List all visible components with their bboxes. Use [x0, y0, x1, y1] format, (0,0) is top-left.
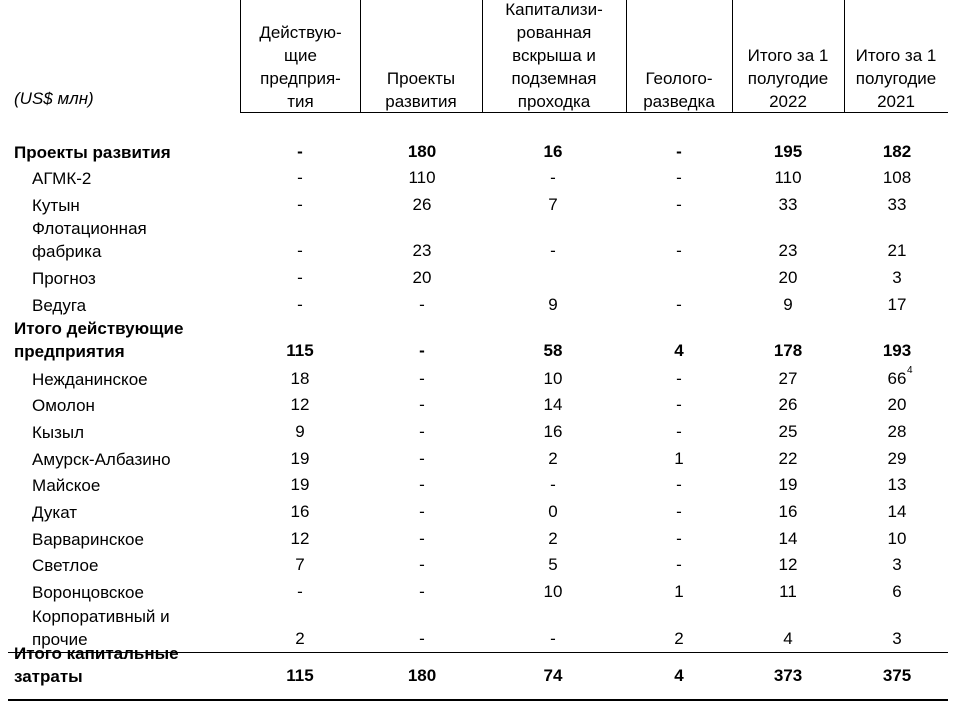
column-divider	[240, 0, 241, 113]
header-exploration	[628, 67, 730, 113]
value-cell: -	[419, 529, 425, 548]
column-divider	[732, 0, 733, 113]
value-cell: 14	[543, 395, 563, 414]
value-cell: 66	[887, 369, 907, 388]
value-cell: -	[676, 555, 682, 574]
row-label: прочие	[32, 630, 88, 649]
value-cell: -	[419, 475, 425, 494]
header-line: 2021	[877, 92, 915, 111]
header-line: рованная	[516, 23, 592, 42]
header-line: Геолого-	[645, 69, 713, 88]
value-cell: 180	[407, 142, 437, 161]
row-label: Нежданинское	[32, 370, 148, 389]
column-divider	[482, 0, 483, 113]
header-line: разведка	[643, 92, 715, 111]
value-cell: -	[676, 502, 682, 521]
value-cell: 20	[778, 268, 798, 287]
row-label: Прогноз	[32, 269, 96, 288]
value-cell: 2	[548, 529, 558, 548]
value-cell: -	[676, 395, 682, 414]
value-cell: 13	[887, 475, 907, 494]
value-cell: 25	[778, 422, 798, 441]
value-cell: 22	[778, 449, 798, 468]
header-line: полугодие	[855, 69, 937, 88]
value-cell: 3	[892, 629, 902, 648]
row-label: затраты	[14, 667, 83, 686]
value-cell: -	[419, 341, 425, 360]
row-label: Амурск-Албазино	[32, 450, 171, 469]
value-cell: 9	[783, 295, 793, 314]
value-cell: 10	[543, 369, 563, 388]
value-cell: 7	[548, 195, 558, 214]
value-cell: 5	[548, 555, 558, 574]
value-cell: 195	[773, 142, 803, 161]
value-cell: -	[297, 268, 303, 287]
value-cell: 17	[887, 295, 907, 314]
value-cell: 12	[290, 395, 310, 414]
value-cell: -	[419, 555, 425, 574]
value-cell: 20	[412, 268, 432, 287]
value-cell: -	[297, 142, 303, 161]
value-cell: 28	[887, 422, 907, 441]
value-cell: -	[419, 369, 425, 388]
header-line: Итого за 1	[855, 46, 937, 65]
value-cell: -	[550, 168, 556, 187]
column-divider	[626, 0, 627, 113]
header-line: проходка	[517, 92, 591, 111]
row-label: Флотационная	[32, 219, 147, 238]
value-cell: 23	[412, 241, 432, 260]
value-cell: -	[297, 582, 303, 601]
value-cell: 12	[290, 529, 310, 548]
value-cell: -	[419, 629, 425, 648]
value-cell: 4	[674, 341, 684, 360]
value-cell: 74	[543, 666, 563, 685]
value-cell: 4	[674, 666, 684, 685]
header-line: Капитализи-	[505, 0, 603, 19]
value-cell: -	[419, 502, 425, 521]
header-line: щие	[284, 46, 317, 65]
value-cell: 26	[412, 195, 432, 214]
value-cell: -	[297, 295, 303, 314]
value-cell: 14	[778, 529, 798, 548]
value-cell: -	[297, 168, 303, 187]
value-cell: 29	[887, 449, 907, 468]
value-cell: 0	[548, 502, 558, 521]
value-cell: -	[550, 241, 556, 260]
value-cell: 16	[290, 502, 310, 521]
value-cell: -	[550, 475, 556, 494]
value-cell: 4	[783, 629, 793, 648]
value-cell: 27	[778, 369, 798, 388]
value-cell: 26	[778, 395, 798, 414]
value-cell: 108	[882, 168, 912, 187]
header-line: вскрыша и	[512, 46, 596, 65]
value-cell: 19	[290, 449, 310, 468]
value-cell: -	[676, 195, 682, 214]
value-cell: 6	[892, 582, 902, 601]
header-rule	[240, 112, 948, 113]
value-cell: -	[676, 241, 682, 260]
value-cell: -	[676, 369, 682, 388]
value-cell: 12	[778, 555, 798, 574]
row-label: Воронцовское	[32, 583, 144, 602]
value-cell: 9	[548, 295, 558, 314]
header-line: полугодие	[747, 69, 829, 88]
value-cell: 9	[295, 422, 305, 441]
column-divider	[844, 0, 845, 113]
header-line: предприя-	[260, 69, 341, 88]
value-cell: 7	[295, 555, 305, 574]
row-label: фабрика	[32, 242, 102, 261]
value-cell: -	[676, 168, 682, 187]
value-cell: -	[676, 475, 682, 494]
value-cell: 182	[882, 142, 912, 161]
value-cell: 19	[778, 475, 798, 494]
value-cell: -	[676, 295, 682, 314]
row-label: Проекты развития	[14, 143, 171, 162]
header-line: развития	[385, 92, 457, 111]
value-cell: 33	[887, 195, 907, 214]
value-cell: 373	[773, 666, 803, 685]
header-stripping	[484, 0, 624, 113]
row-label: АГМК-2	[32, 169, 92, 188]
value-cell: 1	[674, 449, 684, 468]
value-cell: 16	[778, 502, 798, 521]
value-cell: 110	[774, 168, 802, 187]
header-development	[362, 67, 480, 113]
value-cell: 1	[674, 582, 684, 601]
value-cell: 19	[290, 475, 310, 494]
row-label: Итого капитальные	[14, 644, 179, 663]
value-cell: -	[550, 629, 556, 648]
row-label: Корпоративный и	[32, 607, 170, 626]
value-cell: 10	[887, 529, 907, 548]
value-cell: 21	[887, 241, 907, 260]
header-line: Итого за 1	[747, 46, 829, 65]
value-cell: 375	[882, 666, 912, 685]
row-label: Итого действующие	[14, 319, 184, 338]
value-cell: -	[419, 422, 425, 441]
header-total-2022	[734, 44, 842, 113]
header-total-2021	[846, 44, 946, 113]
value-cell: -	[676, 142, 682, 161]
unit-label: (US$ млн)	[14, 89, 94, 108]
value-cell: -	[419, 395, 425, 414]
value-cell: 11	[779, 582, 797, 601]
column-divider	[360, 0, 361, 113]
value-cell: 10	[543, 582, 563, 601]
header-operating	[243, 21, 358, 113]
total-bottom-rule	[8, 699, 948, 701]
value-cell: -	[676, 422, 682, 441]
value-cell: 178	[773, 341, 803, 360]
row-label: Варваринское	[32, 530, 144, 549]
row-label: Светлое	[32, 556, 99, 575]
value-cell: 18	[290, 369, 310, 388]
value-cell: 14	[887, 502, 907, 521]
header-line: 2022	[769, 92, 807, 111]
row-label: Ведуга	[32, 296, 87, 315]
value-cell: 2	[674, 629, 684, 648]
row-label: предприятия	[14, 342, 125, 361]
value-cell: -	[419, 582, 425, 601]
row-label: Майское	[32, 476, 101, 495]
value-cell: 3	[892, 555, 902, 574]
header-line: Действую-	[259, 23, 342, 42]
row-label: Кутын	[32, 196, 80, 215]
header-line: тия	[287, 92, 314, 111]
value-cell: 115	[286, 341, 314, 360]
value-cell: 2	[548, 449, 558, 468]
header-line: Проекты	[386, 69, 456, 88]
value-cell: 16	[543, 142, 563, 161]
header-line: подземная	[511, 69, 597, 88]
value-cell: 20	[887, 395, 907, 414]
value-cell: -	[676, 529, 682, 548]
value-cell: 16	[543, 422, 563, 441]
value-cell: 33	[778, 195, 798, 214]
value-cell: 180	[407, 666, 437, 685]
row-label: Дукат	[32, 503, 78, 522]
value-cell: 110	[408, 168, 436, 187]
value-cell: -	[297, 241, 303, 260]
value-cell: -	[297, 195, 303, 214]
row-label: Омолон	[32, 396, 95, 415]
value-cell: 115	[286, 666, 314, 685]
value-cell: 58	[543, 341, 563, 360]
value-cell: 23	[778, 241, 798, 260]
value-cell: 3	[892, 268, 902, 287]
row-label: Кызыл	[32, 423, 85, 442]
value-cell: 193	[882, 341, 912, 360]
value-cell: -	[419, 449, 425, 468]
value-cell: -	[419, 295, 425, 314]
capex-table: (US$ млн) Действую- щие предприя- тия Проекты развития Капитализи- рованная вскрыша и подземная проходка Геолого- разведка Итого за 1 полугодие 2022 Итого за 1 полугодие 2021 Проекты развития - 180 16 - 195 182 АГМК-2 - 110 - - 110 108 Кутын - 26 7 - 33 33 Флотационная фабрика - 23 - - 23 21 Прогноз - 20 20 3 Ведуга - - 9 - 9 17 Итого действующие предприятия 115 - 58 4 178 193 Нежданинское 18 - 10 - 27 66 4 Омолон 12 - 14 - 26 20 Кызыл 9 - 16 - 25 28 Амурск-Албазино 19 - 2 1 22 29 Майское 19 - - - 19 13 Дукат 16 - 0 - 16 14 Варваринское 12 - 2 - 14 10 Светлое 7 - 5 - 12 3 Воронцовское - - 10 1 11 6 Корпоративный и прочие 2 - - 2 4 3 Итого капитальные затраты 115 180 74 4 373 375	[0, 0, 974, 710]
value-cell: 2	[295, 629, 305, 648]
